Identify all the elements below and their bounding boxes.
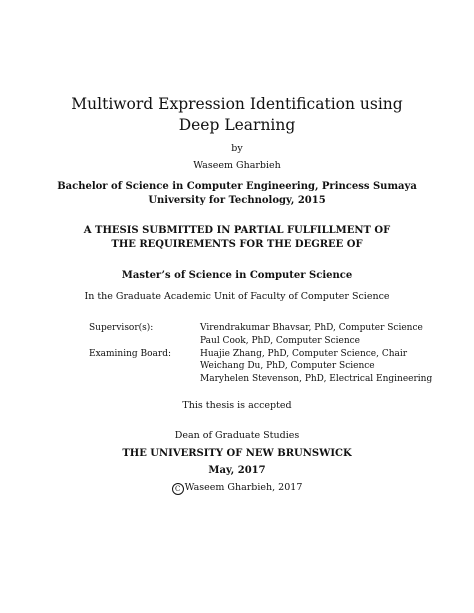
supervisor-name: Paul Cook, PhD, Computer Science xyxy=(200,335,360,346)
examiner-name: Huajie Zhang, PhD, Computer Science, Chair xyxy=(200,348,408,359)
committee-block xyxy=(89,322,432,386)
examiner-name: Maryhelen Stevenson, PhD, Electrical Engineering xyxy=(200,374,433,385)
by-label: by xyxy=(231,143,243,154)
thesis-title-line-2: Deep Learning xyxy=(178,116,296,134)
committee-row xyxy=(89,373,432,386)
academic-unit: In the Graduate Academic Unit of Faculty of Computer Science xyxy=(84,291,390,302)
prior-degree xyxy=(0,180,474,208)
target-degree: Master’s of Science in Computer Science xyxy=(121,270,353,281)
thesis-title xyxy=(0,94,474,136)
thesis-title-line-1: Multiword Expression Identification using xyxy=(71,95,403,113)
committee-row xyxy=(89,348,432,361)
thesis-statement-line-1: A THESIS SUBMITTED IN PARTIAL FULFILLMENT OF xyxy=(83,225,391,236)
supervisors-label: Supervisor(s): xyxy=(89,323,154,333)
committee-row xyxy=(89,360,432,373)
copyright-notice xyxy=(0,482,474,495)
copyright-text: Waseem Gharbieh, 2017 xyxy=(184,482,303,493)
thesis-statement-line-2: THE REQUIREMENTS FOR THE DEGREE OF xyxy=(111,239,363,250)
examiner-name: Weichang Du, PhD, Computer Science xyxy=(200,361,375,372)
committee-row xyxy=(89,335,432,348)
prior-degree-line-1: Bachelor of Science in Computer Engineering, Princess Sumaya xyxy=(57,181,417,192)
committee-row xyxy=(89,322,432,335)
author-name: Waseem Gharbieh xyxy=(193,160,281,171)
submission-date: May, 2017 xyxy=(208,465,266,476)
supervisor-name: Virendrakumar Bhavsar, PhD, Computer Science xyxy=(200,323,423,333)
university-name: THE UNIVERSITY OF NEW BRUNSWICK xyxy=(122,448,352,459)
examining-board-label: Examining Board: xyxy=(89,348,172,359)
dean-title: Dean of Graduate Studies xyxy=(174,430,300,441)
prior-degree-line-2: University for Technology, 2015 xyxy=(148,195,326,206)
copyright-icon: C xyxy=(172,483,184,495)
acceptance-statement: This thesis is accepted xyxy=(182,400,292,411)
thesis-statement xyxy=(0,224,474,252)
